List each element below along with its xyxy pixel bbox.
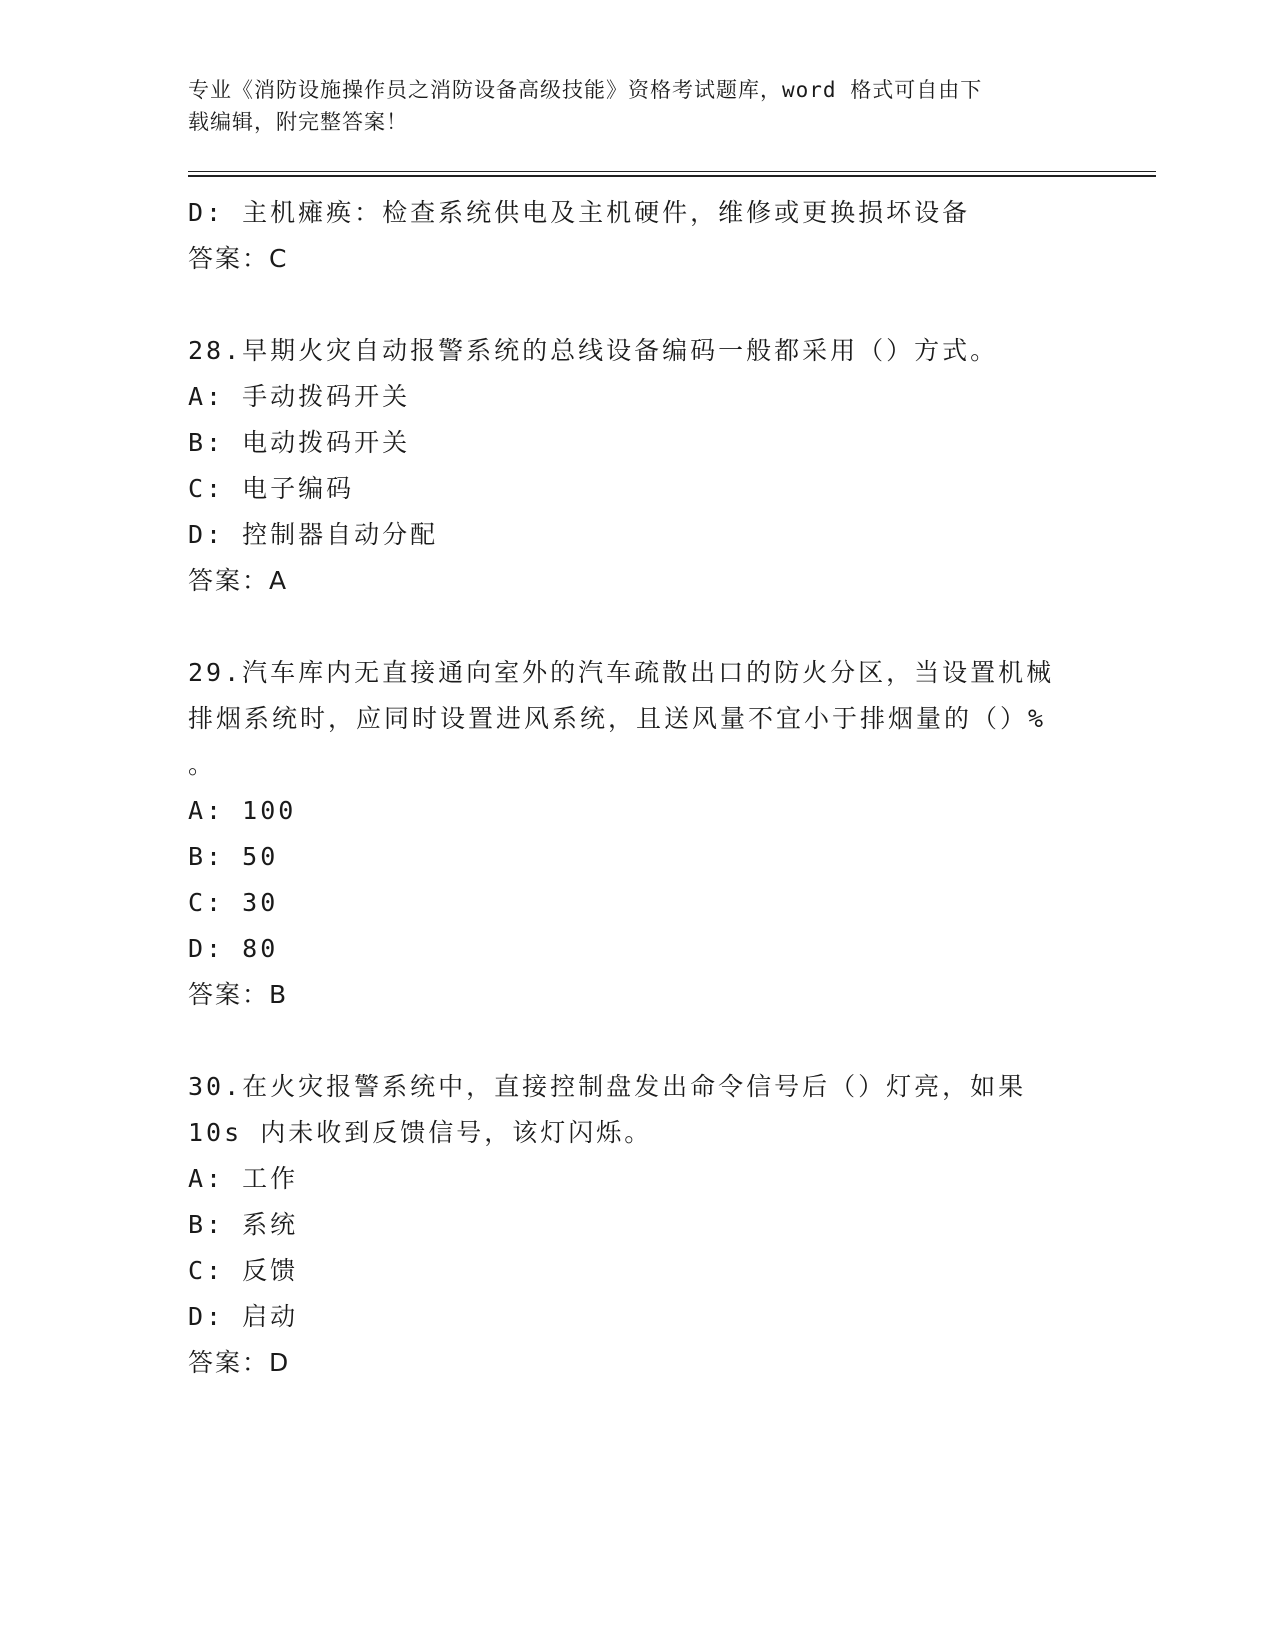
question-29 (188, 650, 1088, 1018)
question-stem-line-2: 排烟系统时，应同时设置进风系统，且送风量不宜小于排烟量的（）% (188, 704, 1047, 733)
question-30 (188, 1064, 1088, 1386)
option-b: B: 电动拨码开关 (188, 428, 411, 457)
answer: 答案：D (188, 1348, 291, 1377)
question-stem-line-2: 10s 内未收到反馈信号，该灯闪烁。 (188, 1118, 653, 1147)
option-a: A: 手动拨码开关 (188, 382, 411, 411)
option-a: A: 100 (188, 796, 297, 825)
question-28 (188, 328, 1088, 604)
option-c: C: 30 (188, 888, 279, 917)
header-rule-thick (188, 175, 1156, 177)
option-d: D: 启动 (188, 1302, 299, 1331)
spacer (188, 604, 1088, 650)
header-line-1: 专业《消防设施操作员之消防设备高级技能》资格考试题库，word 格式可自由下 (188, 78, 983, 102)
option-c: C: 反馈 (188, 1256, 299, 1285)
option-b: B: 系统 (188, 1210, 299, 1239)
answer: 答案：B (188, 980, 289, 1009)
header-line-2: 载编辑，附完整答案！ (188, 110, 408, 134)
option-c: C: 电子编码 (188, 474, 355, 503)
question-list (188, 190, 1088, 1386)
question-stem-line-3: 。 (188, 750, 217, 779)
previous-option-d: D: 主机瘫痪：检查系统供电及主机硬件，维修或更换损坏设备 (188, 198, 971, 227)
question-stem-line-1: 30.在火灾报警系统中，直接控制盘发出命令信号后（）灯亮，如果 (188, 1072, 1027, 1101)
page-header (188, 74, 1068, 138)
question-stem-line-1: 29.汽车库内无直接通向室外的汽车疏散出口的防火分区，当设置机械 (188, 658, 1055, 687)
option-a: A: 工作 (188, 1164, 299, 1193)
option-d: D: 80 (188, 934, 279, 963)
spacer (188, 1018, 1088, 1064)
header-rule-thin (188, 171, 1156, 172)
spacer (188, 282, 1088, 328)
option-d: D: 控制器自动分配 (188, 520, 439, 549)
previous-answer: 答案：C (188, 244, 289, 273)
question-stem: 28.早期火灾自动报警系统的总线设备编码一般都采用（）方式。 (188, 336, 999, 365)
answer: 答案：A (188, 566, 289, 595)
option-b: B: 50 (188, 842, 279, 871)
